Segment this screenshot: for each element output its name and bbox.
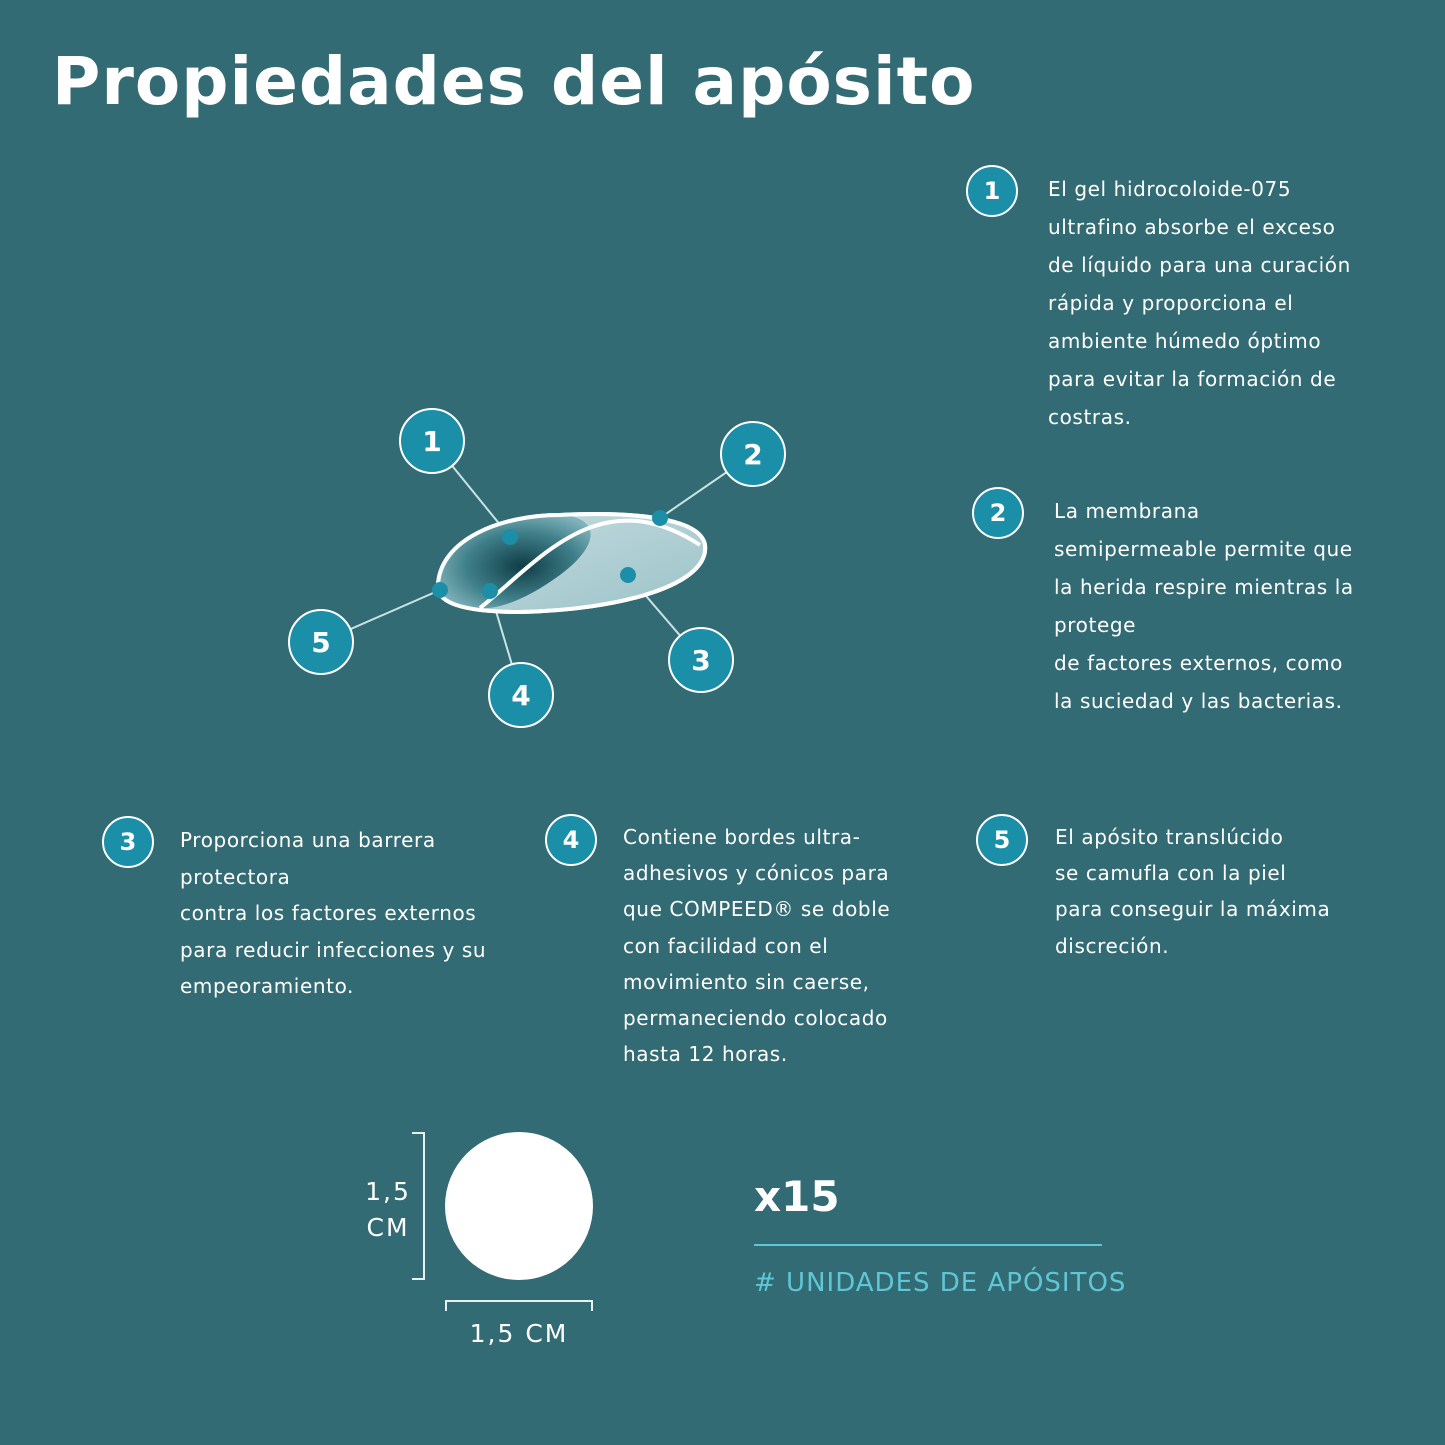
feature-3-line: protectora xyxy=(180,864,291,889)
page-title: Propiedades del apósito xyxy=(52,43,976,120)
feature-5-line: El apósito translúcido xyxy=(1055,825,1284,849)
dressing-circle xyxy=(445,1132,593,1280)
units-label: # UNIDADES DE APÓSITOS xyxy=(754,1268,1127,1298)
feature-4-line: Contiene bordes ultra- xyxy=(623,825,861,849)
feature-1-line: de líquido para una curación xyxy=(1048,253,1351,277)
unit-count: x15 xyxy=(754,1172,840,1221)
feature-5-line: para conseguir la máxima xyxy=(1055,897,1331,922)
feature-2-line: La membrana xyxy=(1054,499,1200,523)
feature-4-line: con facilidad con el xyxy=(623,933,829,958)
feature-1-line: costras. xyxy=(1048,405,1132,429)
width-dimension-label: 1,5 CM xyxy=(469,1319,569,1348)
diagram-badge-5: 5 xyxy=(288,609,354,675)
feature-badge-4: 4 xyxy=(545,814,597,866)
feature-3-line: contra los factores externos xyxy=(180,901,477,925)
feature-1-line: El gel hidrocoloide-075 xyxy=(1048,177,1292,201)
feature-2-line: la suciedad y las bacterias. xyxy=(1054,689,1343,713)
diagram-badge-2: 2 xyxy=(720,421,786,487)
diagram-badge-1: 1 xyxy=(399,408,465,474)
feature-1-line: ultrafino absorbe el exceso xyxy=(1048,215,1336,239)
feature-1-line: para evitar la formación de xyxy=(1048,367,1337,391)
feature-5-line: se camufla con la piel xyxy=(1055,861,1287,886)
feature-1-line: rápida y proporciona el xyxy=(1048,291,1294,315)
feature-2-line: la herida respire mientras la xyxy=(1054,575,1354,599)
feature-3-line: empeoramiento. xyxy=(180,974,355,998)
feature-3-line: Proporciona una barrera xyxy=(180,828,436,852)
feature-5-line: discreción. xyxy=(1055,933,1170,958)
height-value: 1,5 xyxy=(365,1177,411,1206)
feature-1-line: ambiente húmedo óptimo xyxy=(1048,329,1322,353)
feature-4-line: adhesivos y cónicos para xyxy=(623,861,890,886)
feature-3-line: para reducir infecciones y su xyxy=(180,937,487,962)
feature-4-line: hasta 12 horas. xyxy=(623,1042,788,1067)
height-unit: CM xyxy=(366,1213,410,1242)
feature-2-line: semipermeable permite que xyxy=(1054,537,1353,561)
feature-badge-1: 1 xyxy=(966,165,1018,217)
diagram-badge-3: 3 xyxy=(668,627,734,693)
feature-4-line: que COMPEED® se doble xyxy=(623,897,891,922)
count-divider xyxy=(754,1244,1102,1246)
feature-2-line: de factores externos, como xyxy=(1054,651,1343,675)
feature-4-line: movimiento sin caerse, xyxy=(623,969,870,994)
feature-2-line: protege xyxy=(1054,613,1137,637)
feature-badge-3: 3 xyxy=(102,816,154,868)
feature-4-line: permaneciendo colocado xyxy=(623,1006,888,1031)
diagram-badge-4: 4 xyxy=(488,662,554,728)
height-dimension-label xyxy=(358,1174,418,1246)
feature-badge-5: 5 xyxy=(976,814,1028,866)
feature-badge-2: 2 xyxy=(972,487,1024,539)
